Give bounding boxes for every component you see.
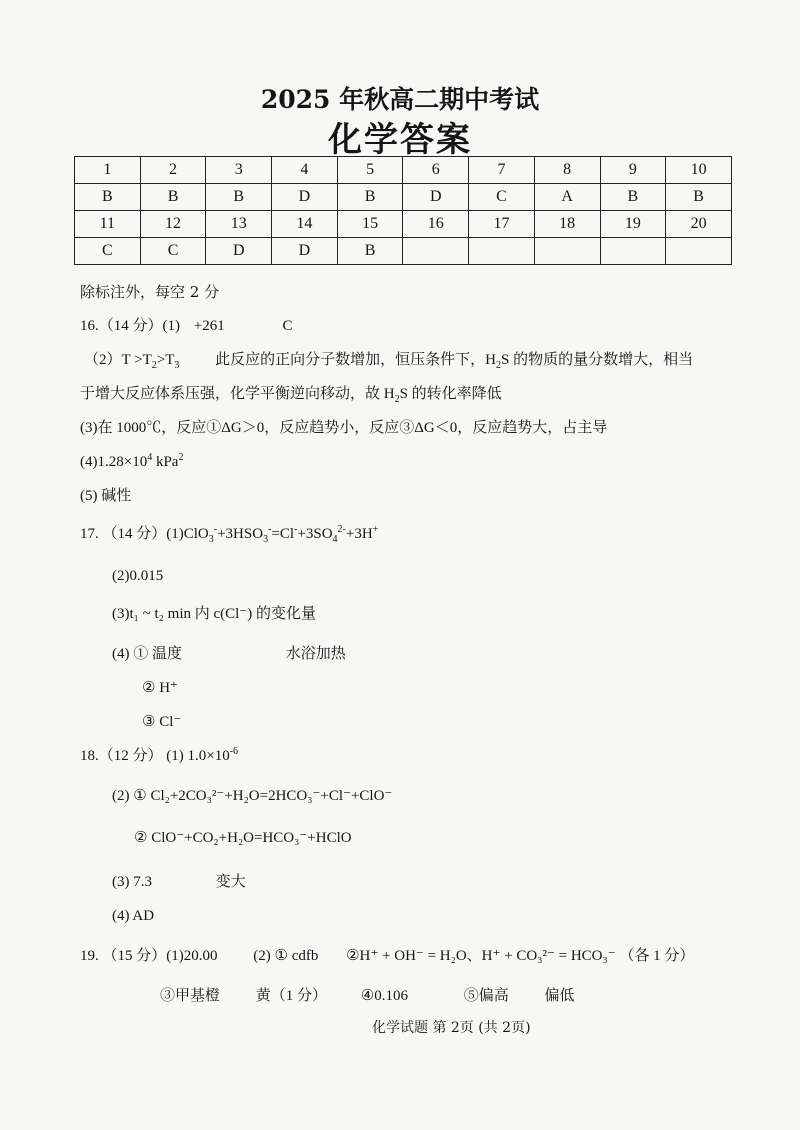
q16-head: 16.（14 分）(1) <box>80 318 180 334</box>
q17-sub: 3 <box>263 534 269 545</box>
q17-p4-d: ③ Cl⁻ <box>142 714 182 730</box>
answer-table-cell: 16 <box>403 211 469 238</box>
q16-p4-unit: kPa <box>152 454 179 470</box>
answer-table-cell: B <box>75 184 141 211</box>
answer-table-cell: 20 <box>666 211 732 238</box>
answer-table-cell: D <box>272 238 338 265</box>
q17-sup: + <box>372 524 379 535</box>
answer-table-cell: B <box>600 184 666 211</box>
answer-table-cell: D <box>206 238 272 265</box>
q19-head: 19. （15 分）(1)20.00 <box>80 948 218 964</box>
q16-p4 <box>80 452 183 472</box>
q16-p2-sub: 2 <box>151 360 157 371</box>
answer-table-cell: D <box>403 184 469 211</box>
answer-table-cell: 19 <box>600 211 666 238</box>
q17-sub: 3 <box>208 534 214 545</box>
q18-p4: (4) AD <box>112 908 155 924</box>
exam-title: 2025 年秋高二期中考试 <box>260 85 540 114</box>
scoring-note: 除标注外，每空 2 分 <box>80 283 220 301</box>
q16-p1-choice: C <box>282 318 293 334</box>
answer-table-cell: 10 <box>666 157 732 184</box>
answer-table-cell: 6 <box>403 157 469 184</box>
q19-p3: ③甲基橙 <box>160 988 221 1004</box>
q19-p5: ⑤偏高 <box>463 988 509 1004</box>
answer-table-cell: 17 <box>469 211 535 238</box>
q18-line1 <box>80 746 238 766</box>
q17-p4-a: (4) ① 温度 <box>112 646 182 662</box>
q17-line1 <box>80 524 378 544</box>
q16-p2-text: S 的转化率降低 <box>399 386 502 402</box>
q17-p4-c: ② H⁺ <box>142 680 178 696</box>
q18-p3-line <box>112 872 246 892</box>
answer-table-cell <box>469 238 535 265</box>
q16-p2-text: 于增大反应体系压强，化学平衡逆向移动，故 H <box>80 386 395 402</box>
answer-table-cell: 7 <box>469 157 535 184</box>
answer-table-cell: 1 <box>75 157 141 184</box>
answer-table-cell: B <box>140 184 206 211</box>
answer-table-cell: 2 <box>140 157 206 184</box>
q19-p2b: ②H⁺ + OH⁻ = H₂O、H⁺ + CO₃²⁻ = HCO₃⁻ （各 1 分） <box>346 948 695 964</box>
q19-p4: ④0.106 <box>360 988 408 1004</box>
answer-table-cell: 12 <box>140 211 206 238</box>
answer-table-cell: B <box>666 184 732 211</box>
q18-p3-b: 变大 <box>215 874 246 890</box>
answer-table-row <box>75 184 732 211</box>
q16-p2-sub: 3 <box>174 360 180 371</box>
answer-table-cell: 15 <box>337 211 403 238</box>
answer-table-cell: 11 <box>75 211 141 238</box>
answer-table-cell <box>600 238 666 265</box>
q16-p1-value: +261 <box>193 318 225 334</box>
answer-table-cell <box>403 238 469 265</box>
answer-table-cell <box>666 238 732 265</box>
q19-line2 <box>160 986 575 1006</box>
answer-table-cell: C <box>140 238 206 265</box>
answer-table-cell: C <box>469 184 535 211</box>
answer-table-cell: B <box>206 184 272 211</box>
q17-eq: +3H <box>345 526 373 542</box>
answer-table-cell: B <box>337 238 403 265</box>
q16-p2-sub: 2 <box>394 394 400 405</box>
q19-p5b: 偏低 <box>544 988 575 1004</box>
answer-table-cell: D <box>272 184 338 211</box>
q17-sub: 4 <box>332 534 338 545</box>
q19-line1 <box>80 946 694 966</box>
q17-head: 17. （14 分）(1)ClO <box>80 526 209 542</box>
answer-table-cell: 9 <box>600 157 666 184</box>
answer-table-cell: 3 <box>206 157 272 184</box>
q16-p2-gt: >T <box>156 352 175 368</box>
q16-p2-text: S 的物质的量分数增大，相当 <box>500 352 694 368</box>
q17-eq: +3HSO <box>217 526 264 542</box>
answer-table-cell: B <box>337 184 403 211</box>
q19-p3b: 黄（1 分） <box>255 988 328 1004</box>
q18-p2a: (2) ① Cl₂+2CO₃²⁻+H₂O=2HCO₃⁻+Cl⁻+ClO⁻ <box>112 788 393 804</box>
q16-p2-sub: 2 <box>495 360 501 371</box>
answer-table-row <box>75 157 732 184</box>
q18-head: 18.（12 分） (1) 1.0×10 <box>80 748 230 764</box>
q17-eq: +3SO <box>297 526 333 542</box>
q17-sup: - <box>268 524 272 535</box>
answer-table-cell <box>534 238 600 265</box>
q17-sup: - <box>213 524 218 535</box>
answer-table-cell: C <box>75 238 141 265</box>
q18-p2b: ② ClO⁻+CO₂+H₂O=HCO₃⁻+HClO <box>134 830 352 846</box>
q19-p2: (2) ① cdfb <box>253 948 319 964</box>
q16-p2-line <box>84 350 693 370</box>
q16-p4-exp: 4 <box>147 452 153 463</box>
q16-p2-text: 此反应的正向分子数增加，恒压条件下，H <box>215 352 496 368</box>
answer-table <box>74 156 732 265</box>
page-footer: 化学试题 第 2页 (共 2页) <box>372 1020 531 1036</box>
answer-table-cell: 18 <box>534 211 600 238</box>
q18-exp: -6 <box>229 746 239 757</box>
answer-table-cell: 13 <box>206 211 272 238</box>
q16-p2-label: （2）T >T <box>84 352 152 368</box>
q16-p4-main: (4)1.28×10 <box>80 454 148 470</box>
q16-p3: (3)在 1000℃，反应①ΔG＞0，反应趋势小，反应③ΔG＜0，反应趋势大，占主导 <box>80 420 608 436</box>
q18-p3-a: (3) 7.3 <box>112 874 152 890</box>
answer-table-cell: 14 <box>272 211 338 238</box>
answer-table-cell: 4 <box>272 157 338 184</box>
answer-table-cell: 8 <box>534 157 600 184</box>
answer-table-row <box>75 238 732 265</box>
q16-p4-unit-exp: 2 <box>178 452 184 463</box>
q17-sup: - <box>294 524 298 535</box>
q16-p5: (5) 碱性 <box>80 488 132 504</box>
answer-table-cell: 5 <box>337 157 403 184</box>
answer-table-row <box>75 211 732 238</box>
subject-title: 化学答案 <box>328 120 472 160</box>
q17-eq: =Cl <box>271 526 295 542</box>
q16-p2-line2 <box>80 384 502 404</box>
q17-p2: (2)0.015 <box>112 568 164 584</box>
q16-line1 <box>80 316 292 336</box>
q17-p3: (3)t₁ ~ t₂ min 内 c(Cl⁻) 的变化量 <box>112 606 316 622</box>
q17-p4-line <box>112 644 346 664</box>
q17-p4-b: 水浴加热 <box>285 646 346 662</box>
answer-table-cell: A <box>534 184 600 211</box>
q17-sup: 2- <box>337 524 346 535</box>
